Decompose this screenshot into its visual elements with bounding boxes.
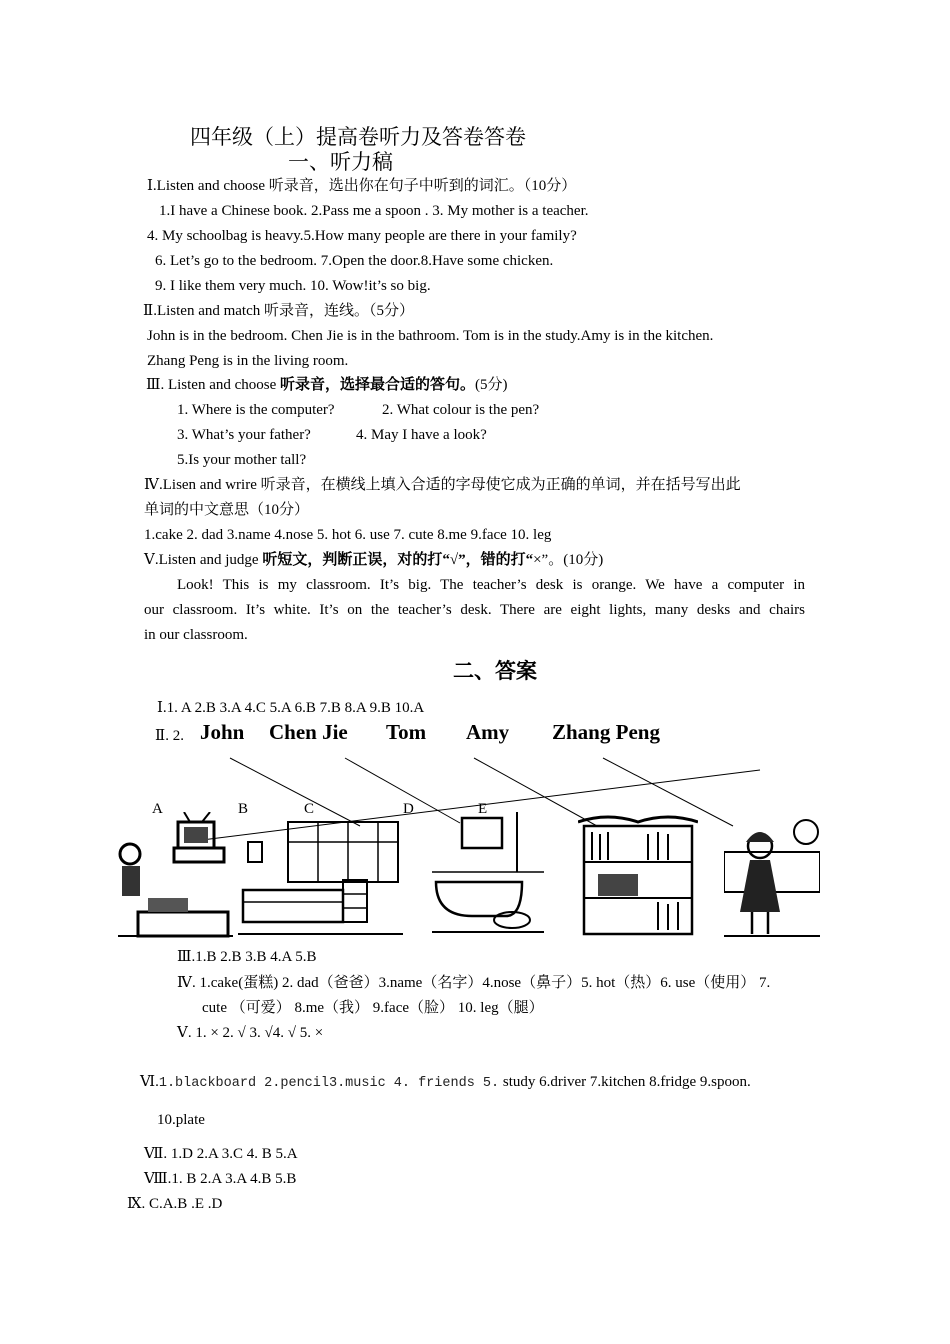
bathroom-picture (432, 812, 544, 940)
part3-question: 4. May I have a look? (356, 427, 487, 443)
part5-heading: Ⅴ.Listen and judge 听短文，判断正误，对的打“√”，错的打“×”。(10分) (144, 552, 604, 568)
part5-passage: our classroom. It’s white. It’s on the teacher’s desk. There are eight lights, many desks and chairs (144, 602, 805, 618)
answer-part2-prefix: Ⅱ. 2. (155, 728, 184, 744)
name-label: Zhang Peng (552, 720, 660, 744)
section-title-answers: 二、答案 (453, 659, 537, 683)
section-title-listening: 一、听力稿 (288, 150, 393, 174)
answer-part9: Ⅸ. C.A.B .E .D (127, 1196, 223, 1212)
picture-letter: C (304, 801, 315, 817)
bedroom-picture (238, 812, 403, 940)
part2-text: John is in the bedroom. Chen Jie is in the bathroom. Tom is in the study.Amy is in the kitchen. (147, 328, 714, 344)
answer-part3: Ⅲ.1.B 2.B 3.B 4.A 5.B (177, 949, 317, 965)
study-picture (578, 812, 698, 940)
name-label: Tom (386, 720, 427, 744)
part1-line: 9. I like them very much. 10. Wow!it’s so big. (155, 278, 431, 294)
name-label: Amy (466, 720, 510, 744)
answer-part1: Ⅰ.1. A 2.B 3.A 4.C 5.A 6.B 7.B 8.A 9.B 10.A (157, 700, 425, 716)
part3-heading: Ⅲ. Listen and choose 听录音，选择最合适的答句。(5分) (146, 377, 508, 393)
answer-part7: Ⅶ. 1.D 2.A 3.C 4. B 5.A (144, 1146, 298, 1162)
name-label: John (200, 720, 245, 744)
part5-passage: Look! This is my classroom. It’s big. The teacher’s desk is orange. We have a computer in (177, 577, 805, 593)
part1-line: 1.I have a Chinese book. 2.Pass me a spoon . 3. My mother is a teacher. (159, 203, 589, 219)
part3-question: 5.Is your mother tall? (177, 452, 307, 468)
picture-letter: E (478, 801, 488, 817)
part4-heading: 单词的中文意思（10分） (144, 502, 310, 518)
answer-part6: 10.plate (157, 1112, 205, 1128)
living-room-picture (118, 812, 233, 940)
part3-question: 2. What colour is the pen? (382, 402, 540, 418)
part1-line: 6. Let’s go to the bedroom. 7.Open the door.8.Have some chicken. (155, 253, 554, 269)
part2-text: Zhang Peng is in the living room. (147, 353, 349, 369)
part1-heading: Ⅰ.Listen and choose 听录音，选出你在句子中听到的词汇。（10分） (147, 178, 577, 194)
answer-part5: Ⅴ. 1. × 2. √ 3. √4. √ 5. × (177, 1025, 324, 1041)
part4-heading: Ⅳ.Lisen and wrire 听录音，在横线上填入合适的字母使它成为正确的单词，并在括号写出此 (144, 477, 741, 493)
part3-question: 3. What’s your father? (177, 427, 311, 443)
kitchen-picture (724, 812, 820, 940)
answer-part4: Ⅳ. 1.cake(蛋糕) 2. dad（爸爸）3.name（名字）4.nose（鼻子）5. hot（热）6. use（使用） 7. (177, 975, 771, 991)
picture-letter: B (238, 801, 249, 817)
picture-letter: D (403, 801, 414, 817)
part3-question: 1. Where is the computer? (177, 402, 335, 418)
page-title: 四年级（上）提高卷听力及答卷答卷 (190, 125, 526, 149)
answer-part4: cute （可爱） 8.me（我） 9.face（脸） 10. leg（腿） (202, 1000, 544, 1016)
answer-part6: Ⅵ.1.blackboard 2.pencil3.music 4. friends 5. study 6.driver 7.kitchen 8.fridge 9.spoon. (140, 1074, 751, 1091)
part5-passage: in our classroom. (144, 627, 248, 643)
answer-part8: Ⅷ.1. B 2.A 3.A 4.B 5.B (144, 1171, 297, 1187)
part2-heading: Ⅱ.Listen and match 听录音，连线。（5分） (143, 303, 414, 319)
name-label: Chen Jie (269, 720, 348, 744)
part1-line: 4. My schoolbag is heavy.5.How many people are there in your family? (147, 228, 577, 244)
part4-words: 1.cake 2. dad 3.name 4.nose 5. hot 6. use 7. cute 8.me 9.face 10. leg (144, 527, 552, 543)
picture-letter: A (152, 801, 163, 817)
